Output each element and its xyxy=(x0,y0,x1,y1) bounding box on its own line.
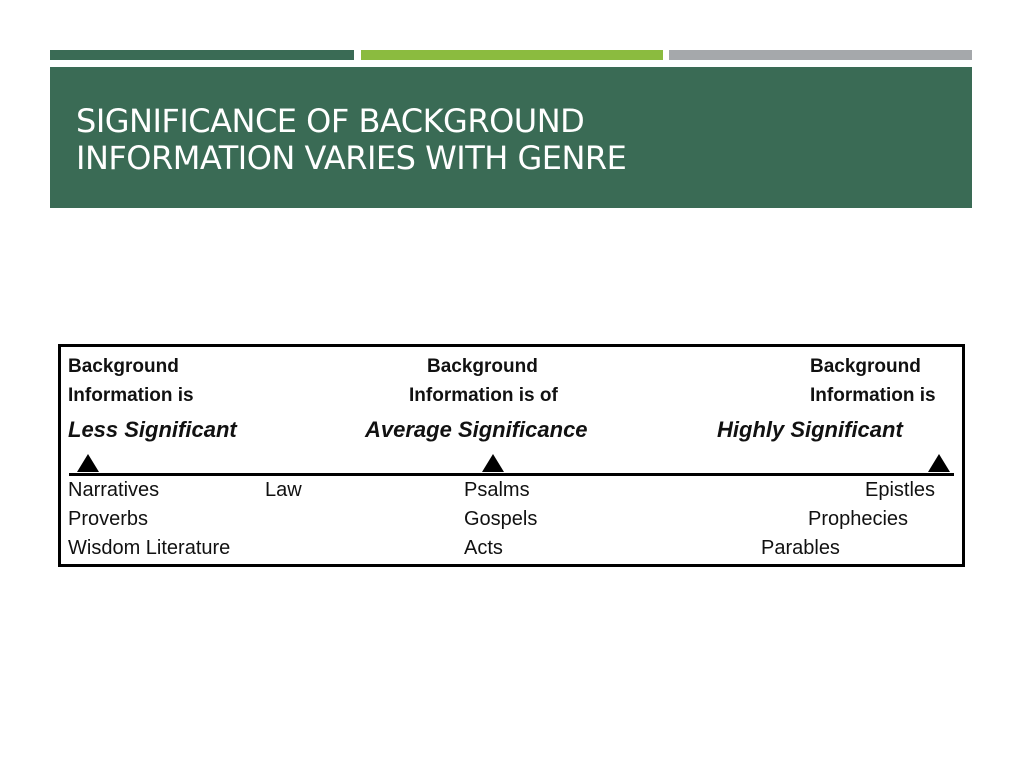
slide-title: SIGNIFICANCE OF BACKGROUND INFORMATION VARIES WITH GENRE xyxy=(76,102,627,177)
accent-bar-light-green xyxy=(361,50,663,60)
title-banner xyxy=(50,67,972,208)
genre-proverbs: Proverbs xyxy=(68,508,149,530)
genre-prophecies: Prophecies xyxy=(808,508,909,530)
right-label-line-1: Background xyxy=(810,356,921,377)
genre-law: Law xyxy=(265,479,302,501)
significance-scale-diagram xyxy=(58,344,965,567)
genre-epistles: Epistles xyxy=(865,479,936,501)
center-marker-triangle-icon xyxy=(482,454,504,472)
left-marker-triangle-icon xyxy=(77,454,99,472)
genre-narratives: Narratives xyxy=(68,479,160,501)
left-label-line-2: Information is xyxy=(68,385,194,406)
accent-bar-gray xyxy=(669,50,972,60)
left-emphasis: Less Significant xyxy=(68,417,237,442)
genre-psalms: Psalms xyxy=(464,479,530,501)
scale-axis-line xyxy=(69,473,954,476)
genre-gospels: Gospels xyxy=(464,508,538,530)
left-label-line-1: Background xyxy=(68,356,179,377)
right-label-line-2: Information is xyxy=(810,385,936,406)
accent-bar-dark-green xyxy=(50,50,354,60)
genre-parables: Parables xyxy=(761,537,840,559)
right-marker-triangle-icon xyxy=(928,454,950,472)
center-emphasis: Average Significance xyxy=(365,417,588,442)
center-label-line-2: Information is of xyxy=(409,385,558,406)
center-label-line-1: Background xyxy=(427,356,538,377)
right-emphasis: Highly Significant xyxy=(717,417,903,442)
genre-acts: Acts xyxy=(464,537,503,559)
genre-wisdom-literature: Wisdom Literature xyxy=(68,537,231,559)
